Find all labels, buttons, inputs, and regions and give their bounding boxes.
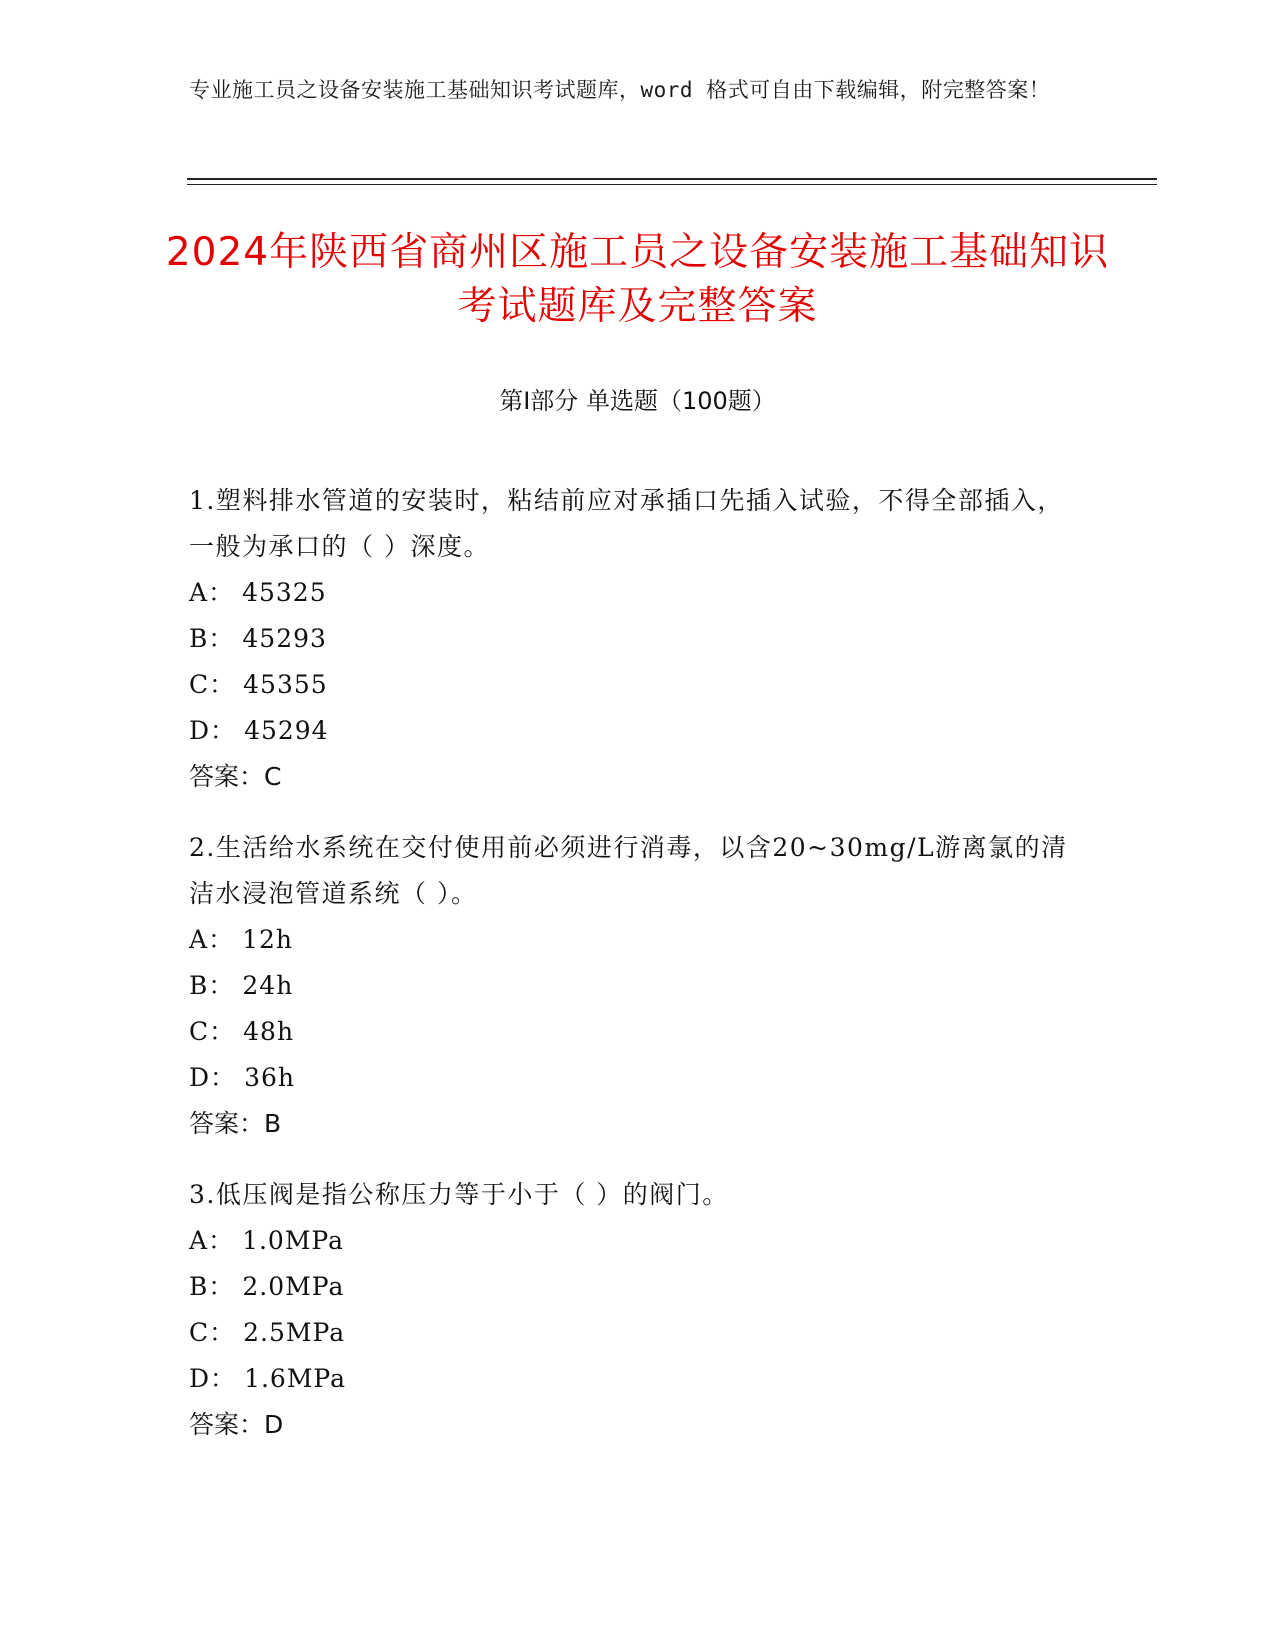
option-letter: A [189,1226,209,1255]
option-letter: D [189,1063,211,1092]
option-text: 1.0MPa [242,1226,345,1255]
option-b [189,616,1079,662]
option-c [189,1009,1079,1055]
option-text: 48h [243,1017,295,1046]
answer-value: C [264,762,282,791]
option-separator: ： [208,971,235,1000]
option-letter: B [189,1272,209,1301]
question-stem: 1.塑料排水管道的安装时，粘结前应对承插口先插入试验，不得全部插入，一般为承口的（ ）深度。 [189,486,1064,561]
option-letter: C [189,670,210,699]
answer-line [189,754,1079,800]
option-d [189,1055,1079,1101]
option-text: 36h [244,1063,295,1092]
option-separator: ： [209,670,236,699]
question-3 [189,1172,1079,1448]
option-separator: ： [208,578,235,607]
option-letter: C [189,1318,210,1347]
option-text: 1.6MPa [244,1364,347,1393]
option-letter: C [189,1017,210,1046]
answer-label: 答案： [189,1410,265,1439]
question-1 [189,478,1079,800]
option-d [189,1356,1079,1402]
option-letter: B [189,971,209,1000]
option-separator: ： [208,1272,235,1301]
option-separator: ： [208,1226,235,1255]
option-separator: ： [209,1017,236,1046]
option-letter: A [189,925,209,954]
header-note: 专业施工员之设备安装施工基础知识考试题库，word 格式可自由下载编辑，附完整答案！ [189,78,1051,102]
option-b [189,1264,1079,1310]
answer-line [189,1402,1079,1448]
option-text: 12h [242,925,293,954]
header-divider-thick [187,178,1157,180]
option-separator: ： [210,1063,237,1092]
answer-label: 答案： [189,762,265,791]
option-separator: ： [210,716,237,745]
option-text: 45325 [242,578,327,607]
option-letter: B [189,624,209,653]
option-a [189,570,1079,616]
document-title: 2024年陕西省商州区施工员之设备安装施工基础知识考试题库及完整答案 [165,230,1110,329]
option-d [189,708,1079,754]
option-text: 2.0MPa [242,1272,345,1301]
option-separator: ： [208,624,235,653]
answer-label: 答案： [189,1109,265,1138]
option-text: 2.5MPa [243,1318,346,1347]
option-separator: ： [209,1318,236,1347]
option-b [189,963,1079,1009]
question-2 [189,825,1079,1147]
option-c [189,662,1079,708]
option-text: 45355 [243,670,328,699]
answer-value: D [264,1410,284,1439]
option-text: 45293 [242,624,327,653]
option-a [189,1218,1079,1264]
section-heading: 第Ⅰ部分 单选题（100题） [499,387,776,415]
header-divider-thin [187,184,1157,185]
answer-line [189,1101,1079,1147]
option-c [189,1310,1079,1356]
question-stem: 3.低压阀是指公称压力等于小于（ ）的阀门。 [189,1180,729,1209]
answer-value: B [264,1109,282,1138]
option-letter: A [189,578,209,607]
option-text: 24h [242,971,294,1000]
option-separator: ： [208,925,235,954]
option-letter: D [189,1364,211,1393]
option-separator: ： [210,1364,237,1393]
question-list [189,478,1079,1473]
option-text: 45294 [244,716,329,745]
option-a [189,917,1079,963]
question-stem: 2.生活给水系统在交付使用前必须进行消毒，以含20~30mg/L游离氯的清洁水浸泡管道系统（ ）。 [189,833,1068,908]
option-letter: D [189,716,211,745]
